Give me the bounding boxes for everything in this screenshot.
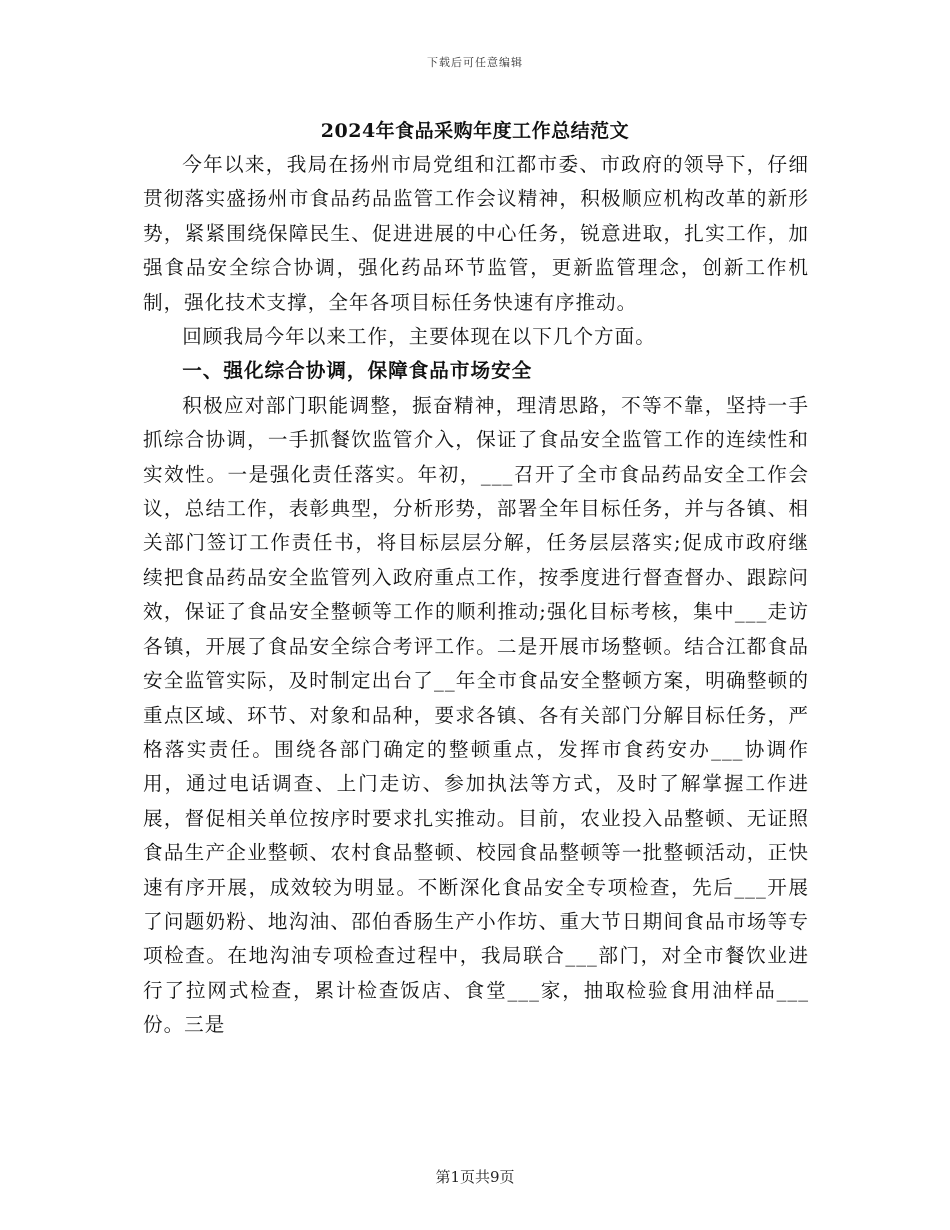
page-number: 第1页共9页 — [435, 1168, 515, 1186]
header-note: 下载后可任意编辑 — [427, 56, 523, 69]
paragraph-intro: 今年以来，我局在扬州市局党组和江都市委、市政府的领导下，仔细贯彻落实盛扬州市食品药品监管工作会议精神，积极顺应机构改革的新形势，紧紧围绕保障民生、促进进展的中心任务，锐意进取，扎实工作，加强食品安全综合协调，强化药品环节监管，更新监管理念，创新工作机制，强化技术支撑，全年各项目标任务快速有序推动。 — [143, 153, 809, 314]
document-body — [143, 148, 809, 1043]
section-heading-1: 一、强化综合协调，保障食品市场安全 — [182, 359, 533, 383]
document-title: 2024年食品采购年度工作总结范文 — [320, 120, 630, 142]
paragraph-section-1: 积极应对部门职能调整，振奋精神，理清思路，不等不靠，坚持一手抓综合协调，一手抓餐饮监管介入，保证了食品安全监管工作的连续性和实效性。一是强化责任落实。年初，___召开了全市食品药品安全工作会议，总结工作，表彰典型，分析形势，部署全年目标任务，并与各镇、相关部门签订工作责任书，将目标层层分解，任务层层落实;促成市政府继续把食品药品安全监管列入政府重点工作，按季度进行督查督办、跟踪问效，保证了食品安全整顿等工作的顺利推动;强化目标考核，集中___走访各镇，开展了食品安全综合考评工作。二是开展市场整顿。结合江都食品安全监管实际，及时制定出台了__年全市食品安全整顿方案，明确整顿的重点区域、环节、对象和品种，要求各镇、各有关部门分解目标任务，严格落实责任。围绕各部门确定的整顿重点，发挥市食药安办___协调作用，通过电话调查、上门走访、参加执法等方式，及时了解掌握工作进展，督促相关单位按序时要求扎实推动。目前，农业投入品整顿、无证照食品生产企业整顿、农村食品整顿、校园食品整顿等一批整顿活动，正快速有序开展，成效较为明显。不断深化食品安全专项检查，先后___开展了问题奶粉、地沟油、邵伯香肠生产小作坊、重大节日期间食品市场等专项检查。在地沟油专项检查过程中，我局联合___部门，对全市餐饮业进行了拉网式检查，累计检查饭店、食堂___家，抽取检验食用油样品___份。三是 — [143, 393, 809, 1037]
paragraph-review: 回顾我局今年以来工作，主要体现在以下几个方面。 — [182, 325, 656, 349]
